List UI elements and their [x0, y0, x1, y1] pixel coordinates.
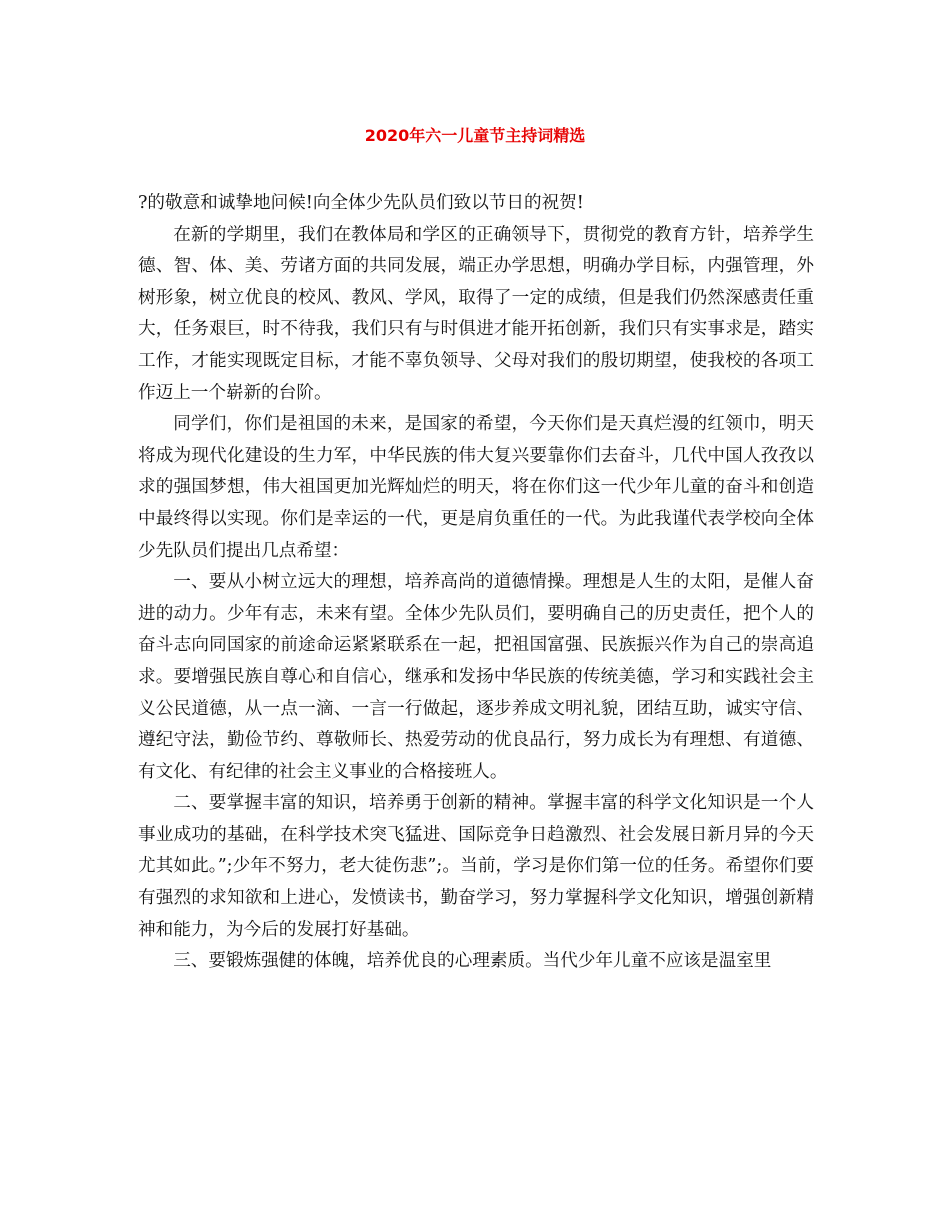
document-body	[138, 188, 814, 978]
document-title: 2020年六一儿童节主持词精选	[364, 126, 586, 145]
paragraph: 二、要掌握丰富的知识，培养勇于创新的精神。掌握丰富的科学文化知识是一个人事业成功的基础，在科学技术突飞猛进、国际竞争日趋激烈、社会发展日新月异的今天尤其如此。”;少年不努力，老大徒伤悲”;。当前，学习是你们第一位的任务。希望你们要有强烈的求知欲和上进心，发愤读书，勤奋学习，努力掌握科学文化知识，增强创新精神和能力，为今后的发展打好基础。	[138, 793, 814, 940]
paragraph: 在新的学期里，我们在教体局和学区的正确领导下，贯彻党的教育方针，培养学生德、智、体、美、劳诸方面的共同发展，端正办学思想，明确办学目标，内强管理，外树形象，树立优良的校风、教风、学风，取得了一定的成绩，但是我们仍然深感责任重大，任务艰巨，时不待我，我们只有与时俱进才能开拓创新，我们只有实事求是，踏实工作，才能实现既定目标，才能不辜负领导、父母对我们的殷切期望，使我校的各项工作迈上一个崭新的台阶。	[138, 224, 814, 403]
paragraph: ?的敬意和诚挚地问候!向全体少先队员们致以节日的祝贺!	[138, 193, 584, 213]
paragraph: 三、要锻炼强健的体魄，培养优良的心理素质。当代少年儿童不应该是温室里	[173, 951, 772, 972]
paragraph: 同学们，你们是祖国的未来，是国家的希望，今天你们是天真烂漫的红领巾，明天将成为现代化建设的生力军，中华民族的伟大复兴要靠你们去奋斗，几代中国人孜孜以求的强国梦想，伟大祖国更加光辉灿烂的明天，将在你们这一代少年儿童的奋斗和创造中最终得以实现。你们是幸运的一代，更是肩负重任的一代。为此我谨代表学校向全体少先队员们提出几点希望：	[138, 414, 814, 561]
paragraph: 一、要从小树立远大的理想，培养高尚的道德情操。理想是人生的太阳，是催人奋进的动力。少年有志，未来有望。全体少先队员们，要明确自己的历史责任，把个人的奋斗志向同国家的前途命运紧紧联系在一起，把祖国富强、民族振兴作为自己的崇高追求。要增强民族自尊心和自信心，继承和发扬中华民族的传统美德，学习和实践社会主义公民道德，从一点一滴、一言一行做起，逐步养成文明礼貌，团结互助，诚实守信、遵纪守法，勤俭节约、尊敬师长、热爱劳动的优良品行，努力成长为有理想、有道德、有文化、有纪律的社会主义事业的合格接班人。	[138, 572, 814, 782]
